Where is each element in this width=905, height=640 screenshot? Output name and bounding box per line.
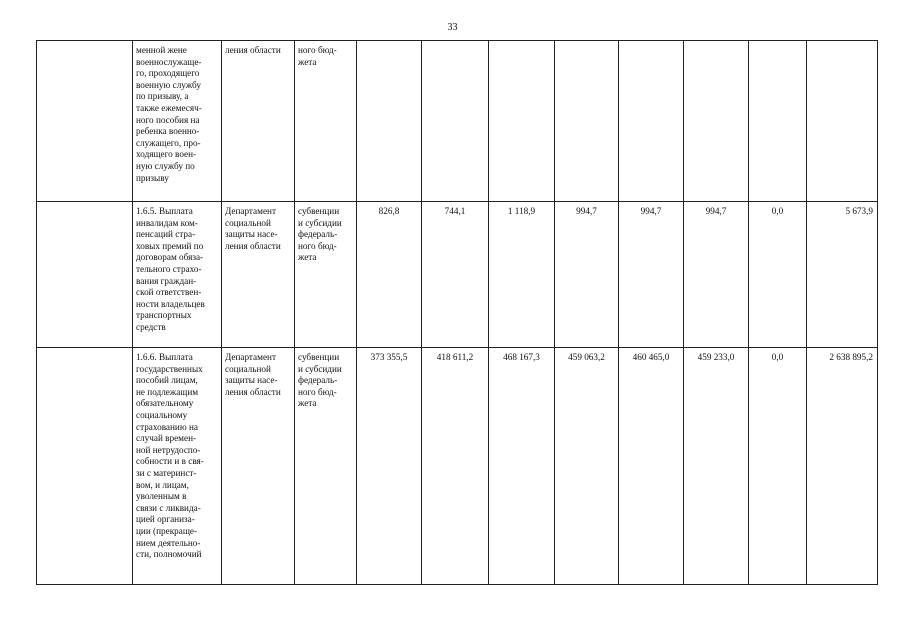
cell-line: нием деятельно- xyxy=(136,537,201,548)
amount-cell xyxy=(357,41,422,202)
cell-line: ребенка военно- xyxy=(136,126,200,137)
cell-line: ного бюд- xyxy=(298,386,337,397)
measure-name-cell xyxy=(133,202,222,348)
cell-line: служащего, про- xyxy=(136,137,201,148)
amount-cell: 0,0 xyxy=(749,348,807,585)
cell-line: ской ответствен- xyxy=(136,287,202,298)
amount-cell: 744,1 xyxy=(422,202,489,348)
cell-line: сти, полномочий xyxy=(136,549,202,560)
cell-line: социальной xyxy=(225,363,271,374)
cell-line: ного пособия на xyxy=(136,114,200,125)
cell-line: ного бюд- xyxy=(298,240,337,251)
cell-line: цией организа- xyxy=(136,514,195,525)
index-cell xyxy=(37,348,133,585)
amount-cell: 460 465,0 xyxy=(619,348,684,585)
amount-cell: 994,7 xyxy=(555,202,619,348)
cell-line: ную службу по xyxy=(136,160,195,171)
index-cell xyxy=(37,202,133,348)
cell-line: социальному xyxy=(136,409,188,420)
cell-line: обязательному xyxy=(136,398,194,409)
amount-cell: 0,0 xyxy=(749,202,807,348)
amount-cell xyxy=(619,41,684,202)
cell-line: ции (прекраще- xyxy=(136,525,198,536)
measure-name-cell xyxy=(133,41,222,202)
cell-line: инвалидам ком- xyxy=(136,217,198,228)
cell-line: го, проходящего xyxy=(136,68,200,79)
amount-cell xyxy=(749,41,807,202)
cell-line: государственных xyxy=(136,363,203,374)
cell-line: защиты насе- xyxy=(225,375,278,386)
cell-line: призыву xyxy=(136,172,169,183)
amount-cell: 1 118,9 xyxy=(489,202,555,348)
cell-line: федераль- xyxy=(298,229,338,240)
cell-line: ного бюд- xyxy=(298,45,337,55)
cell-line: и субсидии xyxy=(298,217,342,228)
budget-table xyxy=(36,40,878,585)
amount-cell xyxy=(555,41,619,202)
cell-line: ления области xyxy=(225,240,281,251)
cell-line: средств xyxy=(136,321,166,332)
amount-cell: 5 673,9 xyxy=(807,202,878,348)
amount-cell xyxy=(807,41,878,202)
funding-source-cell xyxy=(295,348,357,585)
cell-line: собности и в свя- xyxy=(136,456,204,467)
cell-line: военнослужаще- xyxy=(136,56,202,67)
measure-name-cell xyxy=(133,348,222,585)
cell-line: ходящего воен- xyxy=(136,149,197,160)
amount-cell: 459 063,2 xyxy=(555,348,619,585)
cell-line: по призыву, а xyxy=(136,91,189,102)
table-row xyxy=(37,202,878,348)
funding-source-cell xyxy=(295,202,357,348)
cell-line: 1.6.6. Выплата xyxy=(136,352,193,362)
cell-line: случай времен- xyxy=(136,433,197,444)
table-row xyxy=(37,348,878,585)
executor-cell xyxy=(222,348,295,585)
amount-cell: 994,7 xyxy=(619,202,684,348)
cell-line: ности владельцев xyxy=(136,298,205,309)
cell-line: вания граждан- xyxy=(136,275,197,286)
cell-line: 1.6.5. Выплата xyxy=(136,206,193,216)
cell-line: жета xyxy=(298,56,317,67)
cell-line: Департамент xyxy=(225,206,276,216)
cell-line: субвенции xyxy=(298,206,340,216)
cell-line: зи с материнст- xyxy=(136,467,197,478)
cell-line: Департамент xyxy=(225,352,276,362)
cell-line: уволенным в xyxy=(136,491,187,502)
cell-line: пособий лицам, xyxy=(136,375,198,386)
amount-cell: 418 611,2 xyxy=(422,348,489,585)
cell-line: ной нетрудоспо- xyxy=(136,444,201,455)
index-cell xyxy=(37,41,133,202)
cell-line: договорам обяза- xyxy=(136,252,204,263)
amount-cell xyxy=(684,41,749,202)
cell-line: федераль- xyxy=(298,375,338,386)
cell-line: менной жене xyxy=(136,45,187,55)
cell-line: ления области xyxy=(225,45,281,55)
page-number: 33 xyxy=(447,22,458,33)
amount-cell xyxy=(422,41,489,202)
cell-line: субвенции xyxy=(298,352,340,362)
cell-line: ховых премий по xyxy=(136,240,204,251)
cell-line: не подлежащим xyxy=(136,386,199,397)
cell-line: тельного страхо- xyxy=(136,263,202,274)
cell-line: страхованию на xyxy=(136,421,198,432)
cell-line: ления области xyxy=(225,386,281,397)
cell-line: транспортных xyxy=(136,310,192,321)
cell-line: социальной xyxy=(225,217,271,228)
table-row xyxy=(37,41,878,202)
amount-cell: 468 167,3 xyxy=(489,348,555,585)
cell-line: вом, и лицам, xyxy=(136,479,189,490)
cell-line: также ежемесяч- xyxy=(136,102,202,113)
amount-cell: 373 355,5 xyxy=(357,348,422,585)
cell-line: и субсидии xyxy=(298,363,342,374)
funding-source-cell xyxy=(295,41,357,202)
amount-cell: 826,8 xyxy=(357,202,422,348)
cell-line: жета xyxy=(298,398,317,409)
executor-cell xyxy=(222,202,295,348)
cell-line: жета xyxy=(298,252,317,263)
executor-cell xyxy=(222,41,295,202)
cell-line: связи с ликвида- xyxy=(136,502,201,513)
cell-line: военную службу xyxy=(136,79,201,90)
amount-cell: 459 233,0 xyxy=(684,348,749,585)
amount-cell: 2 638 895,2 xyxy=(807,348,878,585)
cell-line: защиты насе- xyxy=(225,229,278,240)
cell-line: пенсаций стра- xyxy=(136,229,196,240)
amount-cell xyxy=(489,41,555,202)
amount-cell: 994,7 xyxy=(684,202,749,348)
